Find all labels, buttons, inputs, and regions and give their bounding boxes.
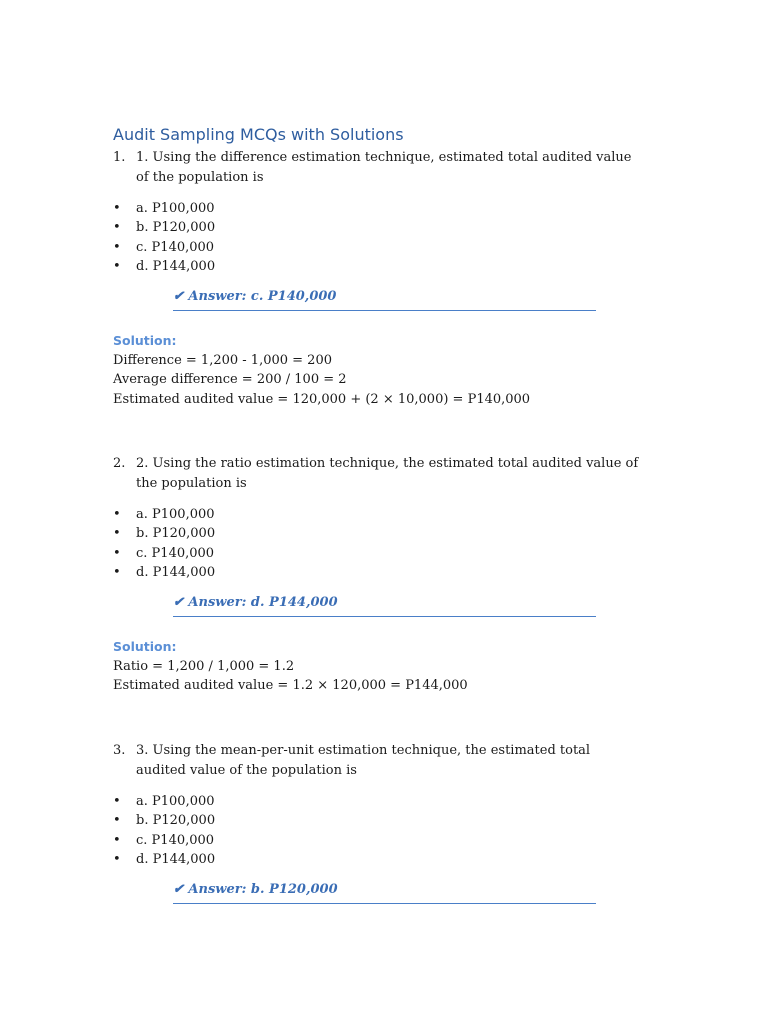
option-list <box>113 792 643 869</box>
option-label: b. P120,000 <box>136 220 216 236</box>
option-label: a. P100,000 <box>136 201 215 216</box>
solution-heading: Solution: <box>113 639 177 655</box>
bullet-icon: • <box>113 813 121 829</box>
question-number: 3. <box>113 743 126 758</box>
option-label: a. P100,000 <box>136 507 215 522</box>
bullet-icon: • <box>113 239 121 255</box>
option-item <box>113 850 643 869</box>
solution-line: Ratio = 1,200 / 1,000 = 1.2 <box>113 658 295 674</box>
option-label: d. P144,000 <box>136 258 216 274</box>
option-item <box>113 505 643 524</box>
document-title: Audit Sampling MCQs with Solutions <box>113 125 404 144</box>
option-label: c. P140,000 <box>136 545 215 561</box>
question-stem: 3. Using the mean-per-unit estimation technique, the estimated total audited value of the population is <box>136 743 591 778</box>
option-label: b. P120,000 <box>136 813 216 829</box>
bullet-icon: • <box>113 507 121 522</box>
option-list <box>113 505 643 582</box>
question-2 <box>113 454 643 696</box>
option-item <box>113 811 643 830</box>
option-label: a. P100,000 <box>136 794 215 809</box>
bullet-icon: • <box>113 258 121 274</box>
question-1 <box>113 148 643 409</box>
bullet-icon: • <box>113 794 121 809</box>
option-item <box>113 563 643 582</box>
option-item <box>113 199 643 218</box>
option-label: c. P140,000 <box>136 832 215 848</box>
bullet-icon: • <box>113 201 121 216</box>
option-item <box>113 831 643 850</box>
bullet-icon: • <box>113 851 121 867</box>
question-text <box>113 148 643 187</box>
solution-line: Difference = 1,200 - 1,000 = 200 <box>113 352 332 368</box>
option-item <box>113 524 643 543</box>
bullet-icon: • <box>113 526 121 542</box>
bullet-icon: • <box>113 564 121 580</box>
option-item <box>113 257 643 276</box>
question-text <box>113 741 643 780</box>
bullet-icon: • <box>113 832 121 848</box>
solution-block <box>113 331 643 409</box>
option-label: c. P140,000 <box>136 239 215 255</box>
option-item <box>113 238 643 257</box>
question-stem: 2. Using the ratio estimation technique, the estimated total audited value of the population is <box>136 456 639 491</box>
solution-line: Estimated audited value = 1.2 × 120,000 = P144,000 <box>113 678 468 694</box>
question-number: 2. <box>113 456 126 471</box>
option-item <box>113 792 643 811</box>
option-label: b. P120,000 <box>136 526 216 542</box>
option-list <box>113 199 643 276</box>
solution-block <box>113 637 643 696</box>
question-text <box>113 454 643 493</box>
answer-line: ✔ Answer: b. P120,000 <box>173 881 596 904</box>
solution-line: Average difference = 200 / 100 = 2 <box>113 372 347 388</box>
solution-line: Estimated audited value = 120,000 + (2 × 10,000) = P140,000 <box>113 391 531 407</box>
option-item <box>113 544 643 563</box>
bullet-icon: • <box>113 220 121 236</box>
bullet-icon: • <box>113 545 121 561</box>
option-label: d. P144,000 <box>136 851 216 867</box>
question-3 <box>113 741 643 904</box>
question-number: 1. <box>113 150 126 165</box>
answer-line: ✔ Answer: c. P140,000 <box>173 288 596 311</box>
answer-line: ✔ Answer: d. P144,000 <box>173 594 596 617</box>
question-stem: 1. Using the difference estimation technique, estimated total audited value of the population is <box>136 150 632 185</box>
solution-heading: Solution: <box>113 333 177 349</box>
option-item <box>113 218 643 237</box>
option-label: d. P144,000 <box>136 564 216 580</box>
